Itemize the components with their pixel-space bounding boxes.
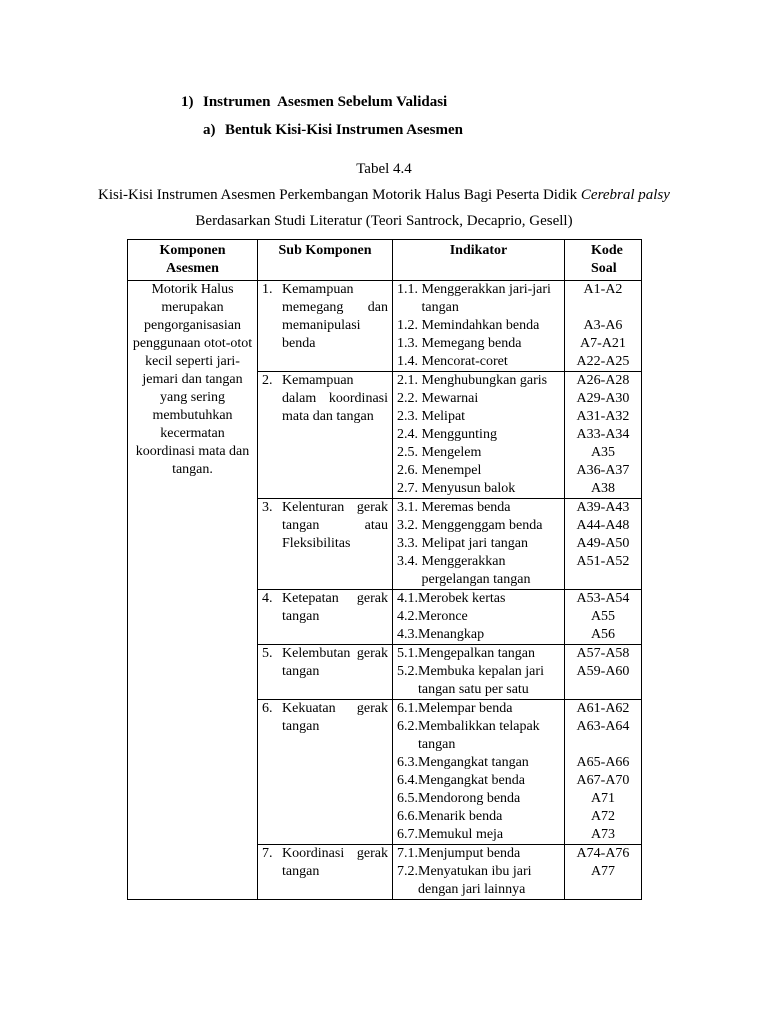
indikator-item	[397, 718, 560, 754]
sub-komponen-cell	[258, 590, 393, 645]
indikator-item	[397, 517, 560, 535]
indikator-text: Menangkap	[418, 627, 485, 642]
sub-komponen-text: Ketepatan gerak tangan	[282, 591, 388, 624]
kode-soal-cell	[565, 590, 642, 645]
indikator-item	[397, 372, 560, 390]
indikator-text: Merobek kertas	[418, 591, 506, 606]
indikator-item	[397, 663, 560, 699]
subsection-title: Bentuk Kisi-Kisi Instrumen Asesmen	[225, 122, 463, 138]
indikator-item	[397, 444, 560, 462]
indikator-number: 5.1.	[397, 646, 418, 661]
indikator-number: 2.6.	[397, 463, 422, 478]
komponen-cell: Motorik Halus merupakan pengorganisasian penggunaan otot-otot kecil seperti jari-jemari dan tangan yang sering membutuhkan kecermatan koordinasi mata dan tangan.	[128, 281, 258, 900]
indikator-item	[397, 645, 560, 663]
subsection-heading	[203, 121, 463, 139]
indikator-text: Menghubungkan garis	[421, 373, 548, 388]
kode-soal: A29-A30	[576, 391, 630, 406]
table-title-line-2: Berdasarkan Studi Literatur (Teori Santrock, Decaprio, Gesell)	[195, 213, 573, 229]
indikator-item	[397, 426, 560, 444]
indikator-number: 2.7.	[397, 481, 422, 496]
table-body	[128, 281, 642, 900]
indikator-number: 7.1.	[397, 846, 418, 861]
kode-soal	[569, 736, 637, 754]
indikator-item	[397, 480, 560, 498]
sub-komponen-number: 3.	[262, 500, 273, 515]
indikator-cell	[393, 845, 565, 900]
indikator-item	[397, 535, 560, 553]
kode-soal: A56	[590, 627, 616, 642]
header-kode-soal: Kode Soal	[565, 240, 642, 281]
sub-komponen-text: Kelembutan gerak tangan	[282, 646, 388, 679]
kode-soal: A44-A48	[576, 518, 630, 533]
indikator-number: 7.2.	[397, 864, 418, 879]
kode-soal: A74-A76	[576, 846, 630, 861]
kode-soal-cell	[565, 645, 642, 700]
kode-soal: A51-A52	[576, 554, 630, 569]
kode-soal: A53-A54	[576, 591, 630, 606]
sub-komponen-cell	[258, 372, 393, 499]
kode-soal: A63-A64	[576, 719, 630, 734]
indikator-number: 6.6.	[397, 809, 418, 824]
kode-soal-cell	[565, 845, 642, 900]
sub-komponen-text: Kemampuan dalam koordinasi mata dan tangan	[282, 373, 388, 424]
sub-komponen-text: Kemampuan memegang dan memanipulasi benda	[282, 282, 388, 351]
indikator-item	[397, 462, 560, 480]
indikator-text: Menyusun balok	[421, 481, 516, 496]
indikator-text: Mewarnai	[421, 391, 479, 406]
indikator-text: Menggunting	[421, 427, 497, 442]
indikator-text: Mengepalkan tangan	[418, 646, 536, 661]
sub-komponen-cell	[258, 700, 393, 845]
indikator-text: Mendorong benda	[418, 791, 521, 806]
indikator-item	[397, 553, 560, 589]
indikator-item	[397, 335, 560, 353]
indikator-item	[397, 863, 560, 899]
indikator-cell	[393, 281, 565, 372]
indikator-text: Menyatukan ibu jari dengan jari lainnya	[418, 864, 532, 897]
indikator-text: Menjumput benda	[418, 846, 521, 861]
kode-soal: A35	[590, 445, 616, 460]
indikator-number: 6.7.	[397, 827, 418, 842]
indikator-text: Menggerakkan jari-jari tangan	[421, 282, 551, 315]
indikator-number: 4.1.	[397, 591, 418, 606]
indikator-item	[397, 626, 560, 644]
kode-soal: A1-A2	[583, 282, 623, 297]
kode-soal: A77	[590, 864, 616, 879]
sub-komponen-number: 7.	[262, 846, 273, 861]
indikator-text: Melempar benda	[418, 701, 513, 716]
sub-komponen-cell	[258, 645, 393, 700]
kode-soal: A57-A58	[576, 646, 630, 661]
kode-soal: A22-A25	[576, 354, 630, 369]
sub-komponen-number: 4.	[262, 591, 273, 606]
indikator-number: 4.2.	[397, 609, 418, 624]
section-number: 1)	[181, 94, 194, 110]
indikator-text: Melipat	[421, 409, 466, 424]
indikator-text: Menggenggam benda	[421, 518, 543, 533]
sub-komponen-number: 5.	[262, 646, 273, 661]
indikator-text: Menarik benda	[418, 809, 503, 824]
indikator-number: 3.3.	[397, 536, 422, 551]
indikator-cell	[393, 372, 565, 499]
kode-soal: A38	[590, 481, 616, 496]
indikator-text: Meronce	[418, 609, 468, 624]
indikator-text: Meremas benda	[421, 500, 511, 515]
indikator-number: 6.5.	[397, 791, 418, 806]
kode-soal: A73	[590, 827, 616, 842]
table-header-row	[128, 240, 642, 281]
section-heading	[181, 93, 447, 111]
table-row	[128, 281, 642, 372]
indikator-text: Membalikkan telapak tangan	[418, 719, 540, 752]
kode-soal: A67-A70	[576, 773, 630, 788]
indikator-item	[397, 826, 560, 844]
header-komponen: Komponen Asesmen	[128, 240, 258, 281]
indikator-number: 2.2.	[397, 391, 422, 406]
sub-komponen-text: Kelenturan gerak tangan atau Fleksibilitas	[282, 500, 388, 551]
kode-soal: A61-A62	[576, 701, 630, 716]
kode-soal: A49-A50	[576, 536, 630, 551]
indikator-item	[397, 281, 560, 317]
sub-komponen-number: 1.	[262, 282, 273, 297]
table-title-text: Kisi-Kisi Instrumen Asesmen Perkembangan Motorik Halus Bagi Peserta Didik	[98, 187, 578, 203]
table-number: Tabel 4.4	[356, 161, 412, 177]
kode-soal-cell	[565, 499, 642, 590]
indikator-text: Mencorat-coret	[421, 354, 508, 369]
indikator-number: 1.2.	[397, 318, 422, 333]
kisi-kisi-table	[127, 239, 642, 900]
kode-soal: A71	[590, 791, 616, 806]
indikator-number: 1.4.	[397, 354, 422, 369]
indikator-text: Memegang benda	[421, 336, 522, 351]
indikator-text: Memindahkan benda	[421, 318, 540, 333]
indikator-text: Mengangkat benda	[418, 773, 525, 788]
indikator-text: Mengelem	[421, 445, 482, 460]
table-title-line-1	[0, 186, 768, 204]
indikator-number: 3.1.	[397, 500, 422, 515]
indikator-item	[397, 590, 560, 608]
sub-komponen-cell	[258, 281, 393, 372]
sub-komponen-number: 6.	[262, 701, 273, 716]
sub-komponen-text: Kekuatan gerak tangan	[282, 701, 388, 734]
indikator-item	[397, 317, 560, 335]
kode-soal: A65-A66	[576, 755, 630, 770]
kode-soal: A39-A43	[576, 500, 630, 515]
indikator-item	[397, 608, 560, 626]
indikator-item	[397, 390, 560, 408]
subsection-number: a)	[203, 122, 216, 138]
table-title-italic: Cerebral palsy	[580, 187, 670, 203]
indikator-text: Menggerakkan pergelangan tangan	[421, 554, 531, 587]
kode-soal: A3-A6	[583, 318, 623, 333]
indikator-number: 2.3.	[397, 409, 422, 424]
indikator-text: Mengangkat tangan	[418, 755, 529, 770]
indikator-text: Menempel	[421, 463, 482, 478]
indikator-cell	[393, 700, 565, 845]
indikator-number: 2.1.	[397, 373, 422, 388]
indikator-text: Melipat jari tangan	[421, 536, 529, 551]
indikator-cell	[393, 590, 565, 645]
indikator-number: 6.3.	[397, 755, 418, 770]
sub-komponen-cell	[258, 499, 393, 590]
kode-soal: A36-A37	[576, 463, 630, 478]
indikator-item	[397, 845, 560, 863]
indikator-item	[397, 700, 560, 718]
indikator-text: Membuka kepalan jari tangan satu per satu	[418, 664, 544, 697]
indikator-number: 3.2.	[397, 518, 422, 533]
indikator-item	[397, 408, 560, 426]
header-sub-komponen: Sub Komponen	[258, 240, 393, 281]
indikator-number: 6.4.	[397, 773, 418, 788]
kode-soal: A59-A60	[576, 664, 630, 679]
kode-soal-cell	[565, 700, 642, 845]
indikator-number: 1.1.	[397, 282, 422, 297]
indikator-number: 3.4.	[397, 554, 422, 569]
kode-soal: A55	[590, 609, 616, 624]
indikator-number: 2.4.	[397, 427, 422, 442]
kode-soal	[569, 299, 637, 317]
indikator-number: 1.3.	[397, 336, 422, 351]
kode-soal-cell	[565, 372, 642, 499]
header-indikator: Indikator	[393, 240, 565, 281]
indikator-item	[397, 772, 560, 790]
section-title: Instrumen Asesmen Sebelum Validasi	[203, 94, 448, 110]
sub-komponen-number: 2.	[262, 373, 273, 388]
indikator-text: Memukul meja	[418, 827, 504, 842]
kode-soal: A31-A32	[576, 409, 630, 424]
kode-soal: A33-A34	[576, 427, 630, 442]
indikator-number: 4.3.	[397, 627, 418, 642]
indikator-item	[397, 499, 560, 517]
kode-soal: A7-A21	[580, 336, 626, 351]
sub-komponen-cell	[258, 845, 393, 900]
indikator-number: 6.2.	[397, 719, 418, 734]
indikator-cell	[393, 499, 565, 590]
indikator-item	[397, 754, 560, 772]
indikator-cell	[393, 645, 565, 700]
indikator-item	[397, 808, 560, 826]
indikator-number: 5.2.	[397, 664, 418, 679]
kode-soal: A72	[590, 809, 616, 824]
sub-komponen-text: Koordinasi gerak tangan	[282, 846, 388, 879]
indikator-item	[397, 353, 560, 371]
indikator-number: 6.1.	[397, 701, 418, 716]
indikator-item	[397, 790, 560, 808]
indikator-number: 2.5.	[397, 445, 422, 460]
kode-soal-cell	[565, 281, 642, 372]
kode-soal: A26-A28	[576, 373, 630, 388]
